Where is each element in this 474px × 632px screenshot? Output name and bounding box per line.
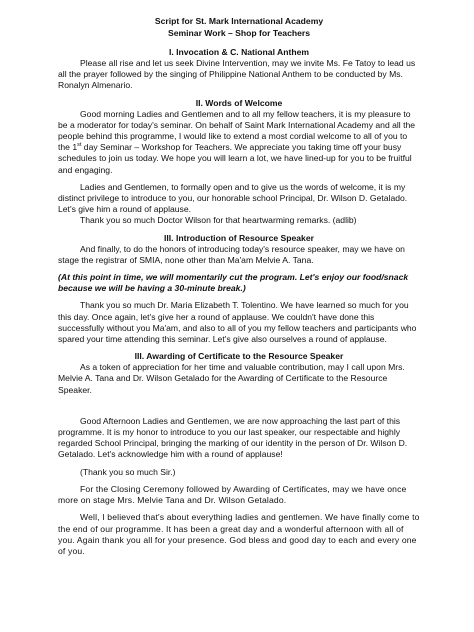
title-line-2: Seminar Work – Shop for Teachers (168, 27, 310, 38)
welcome-text-b: day Seminar – Workshop for Teachers. We appreciate you taking time off your busy schedules to join us today. We hope you will learn a lot, we have lined-up for you to be fruitful and engaging. (58, 142, 412, 175)
section-heading-awarding: III. Awarding of Certificate to the Resource Speaker (134, 351, 344, 362)
invocation-paragraph: Please all rise and let us seek Divine Intervention, may we invite Ms. Fe Tatoy to lead us all the prayer followed by the singing of Philippine National Anthem to be conducted by Ms. Ronalyn Almenario. (58, 58, 416, 91)
speaker-intro-paragraph: And finally, to do the honors of introducing today's resource speaker, may we have on stage the registrar of SMIA, none other than Ma'am Melvie A. Tana. (58, 243, 405, 265)
speaker-thanks-paragraph: Thank you so much Dr. Maria Elizabeth T. Tolentino. We have learned so much for you this day. Once again, let's give her a round of applause. We couldn't have done this successfully without you Ma'am, and also to all of you my fellow teachers and participants who spared your time attending this seminar. Let's give also ourselves a round of applause. (58, 300, 417, 345)
welcome-paragraph-1 (58, 109, 420, 176)
awarding-paragraph: As a token of appreciation for her time and valuable contribution, may I call upon Mrs. Melvie A. Tana and Dr. Wilson Getalado for the Awarding of Certificate to the Resource Speaker. (58, 362, 405, 395)
title-line-1: Script for St. Mark International Academy (154, 16, 324, 26)
closing-paragraph-3: For the Closing Ceremony followed by Awarding of Certificates, may we have once more on stage Mrs. Melvie Tana and Dr. Wilson Getalado. (58, 483, 407, 506)
closing-paragraph-2: (Thank you so much Sir.) (80, 466, 176, 477)
section-heading-speaker: III. Introduction of Resource Speaker (164, 232, 314, 243)
break-note: (At this point in time, we will momentarily cut the program. Let's enjoy our food/snack because we will be having a 30-minute break.) (58, 272, 409, 294)
closing-paragraph-4: Well, I believed that's about everything ladies and gentlemen. We have finally come to the end of our programme. It has been a great day and a wonderful afternoon with all of you. Again thank you all for your presence. God bless and good day to each and every one of you. (58, 512, 420, 556)
welcome-paragraph-2: Ladies and Gentlemen, to formally open and to give us the words of welcome, it is my distinct privilege to introduce to you, our honorable school Principal, Dr. Wilson D. Getalado. Let's give him a round of applause. (58, 181, 408, 215)
section-heading-welcome: II. Words of Welcome (195, 97, 283, 108)
closing-paragraph-1: Good Afternoon Ladies and Gentlemen, we are now approaching the last part of this programme. It is my honor to introduce to you our last speaker, our respectable and highly regarded School Principal, bringing the marking of our identity in the person of Dr. Wilson D. Getalado. Let's acknowledge him with a round of applause! (58, 415, 408, 460)
welcome-text-a: Good morning Ladies and Gentlemen and to all my fellow teachers, it is my pleasure to be a moderator for today's seminar. On behalf of Saint Mark International Academy and all the people behind this programme, I would like to extend a most cordial welcome to all of you to the 1 (58, 108, 416, 153)
document-title (58, 16, 420, 39)
welcome-paragraph-3: Thank you so much Doctor Wilson for that heartwarming remarks. (adlib) (80, 215, 357, 226)
section-heading-invocation: I. Invocation & C. National Anthem (168, 47, 310, 57)
ordinal-suffix: st (77, 142, 82, 149)
